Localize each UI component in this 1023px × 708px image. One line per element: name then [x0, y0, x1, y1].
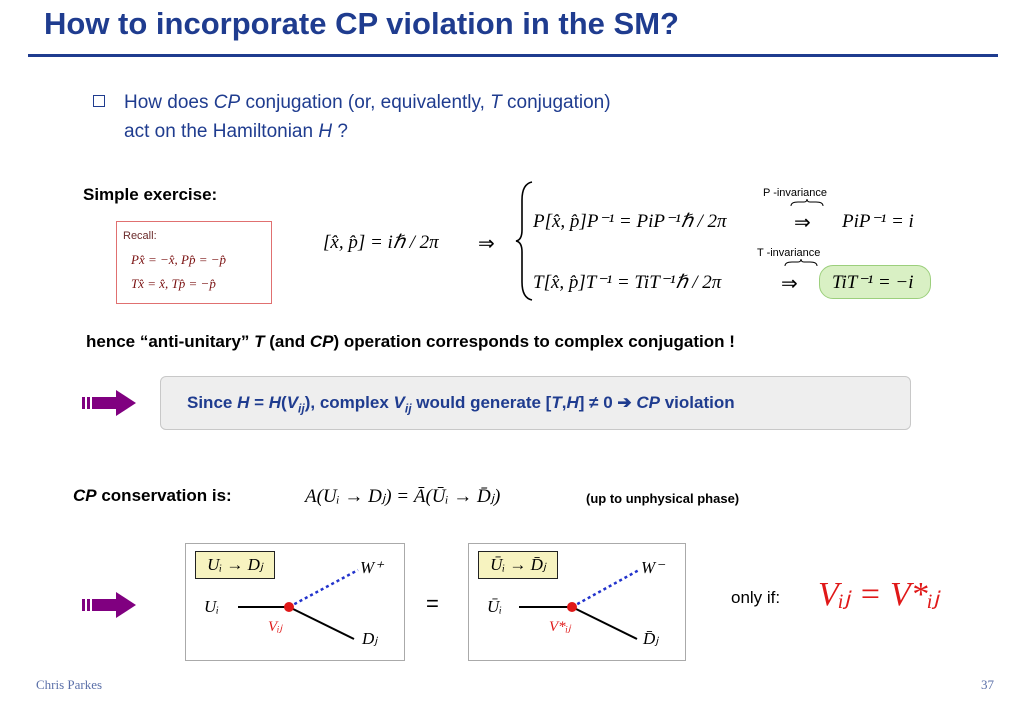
implies-symbol: ⇒	[478, 233, 495, 255]
p-invariance-label: P -invariance	[763, 187, 827, 199]
page-number: 37	[981, 677, 994, 692]
w-boson-label: W⁻	[641, 558, 665, 577]
only-if-label: only if:	[731, 588, 781, 607]
recall-time-reversal: Tx̂ = x̂, Tp̂ = −p̂	[131, 276, 216, 291]
t-implies-symbol: ⇒	[781, 273, 798, 295]
up-quark-label: Uᵢ	[204, 597, 219, 616]
question-line-2: act on the Hamiltonian H ?	[124, 121, 348, 142]
ckm-reality-condition: Vᵢⱼ = V*ᵢⱼ	[818, 576, 940, 613]
process-header: Uᵢ → Dⱼ	[195, 551, 275, 579]
commutator-equation: [x̂, p̂] = iℏ / 2π	[323, 232, 439, 253]
t-result-equation: TiT⁻¹ = −i	[832, 272, 914, 293]
anti-down-quark-label: D̄ⱼ	[643, 629, 659, 648]
purple-arrow-icon	[82, 591, 138, 619]
p-result-equation: PiP⁻¹ = i	[842, 211, 914, 232]
t-transform-equation: T[x̂, p̂]T⁻¹ = TiT⁻¹ℏ / 2π	[533, 272, 722, 293]
ckm-conjugate-label: V*ᵢⱼ	[549, 619, 571, 635]
anti-unitary-statement: hence “anti-unitary” T (and CP) operation corresponds to complex conjugation !	[86, 332, 735, 351]
feynman-diagram-antiquark	[468, 543, 686, 661]
recall-parity: Px̂ = −x̂, Pp̂ = −p̂	[131, 252, 227, 267]
down-quark-label: Dⱼ	[362, 629, 378, 648]
p-implies-symbol: ⇒	[794, 212, 811, 234]
equals-sign: =	[426, 591, 439, 616]
question-line-1: How does CP conjugation (or, equivalently, T conjugation)	[124, 92, 611, 113]
phase-note: (up to unphysical phase)	[586, 491, 740, 506]
callout-statement: Since $H = H(V_{ij})$, complex $V_{ij}$ would generate [T,H] ≠ 0 ➔ CP violation	[187, 393, 735, 416]
feynman-diagram-quark	[185, 543, 405, 661]
overbrace-icon	[790, 199, 824, 207]
exercise-label: Simple exercise:	[83, 185, 218, 204]
callout-box	[160, 376, 911, 430]
amplitude-equation: A(Uᵢ → Dⱼ) = Ā(Ūᵢ → D̄ⱼ)	[305, 486, 501, 507]
recall-label: Recall:	[123, 230, 157, 242]
page-title: How to incorporate CP violation in the SM?	[44, 6, 679, 41]
overbrace-icon	[784, 259, 818, 267]
cp-conservation-label: CP conservation is:	[73, 486, 232, 505]
checkbox-bullet-icon	[93, 95, 105, 107]
title-divider	[28, 54, 998, 57]
p-transform-equation: P[x̂, p̂]P⁻¹ = PiP⁻¹ℏ / 2π	[533, 211, 727, 232]
footer-author: Chris Parkes	[36, 677, 103, 692]
recall-box	[116, 221, 272, 304]
ckm-element-label: Vᵢⱼ	[268, 619, 283, 635]
process-header: Ūᵢ → D̄ⱼ	[478, 551, 558, 579]
w-boson-label: W⁺	[360, 558, 384, 577]
t-invariance-label: T -invariance	[757, 247, 821, 259]
arrow-right-icon: ➔	[617, 393, 632, 412]
anti-up-quark-label: Ūᵢ	[487, 597, 502, 616]
purple-arrow-icon	[82, 389, 138, 417]
